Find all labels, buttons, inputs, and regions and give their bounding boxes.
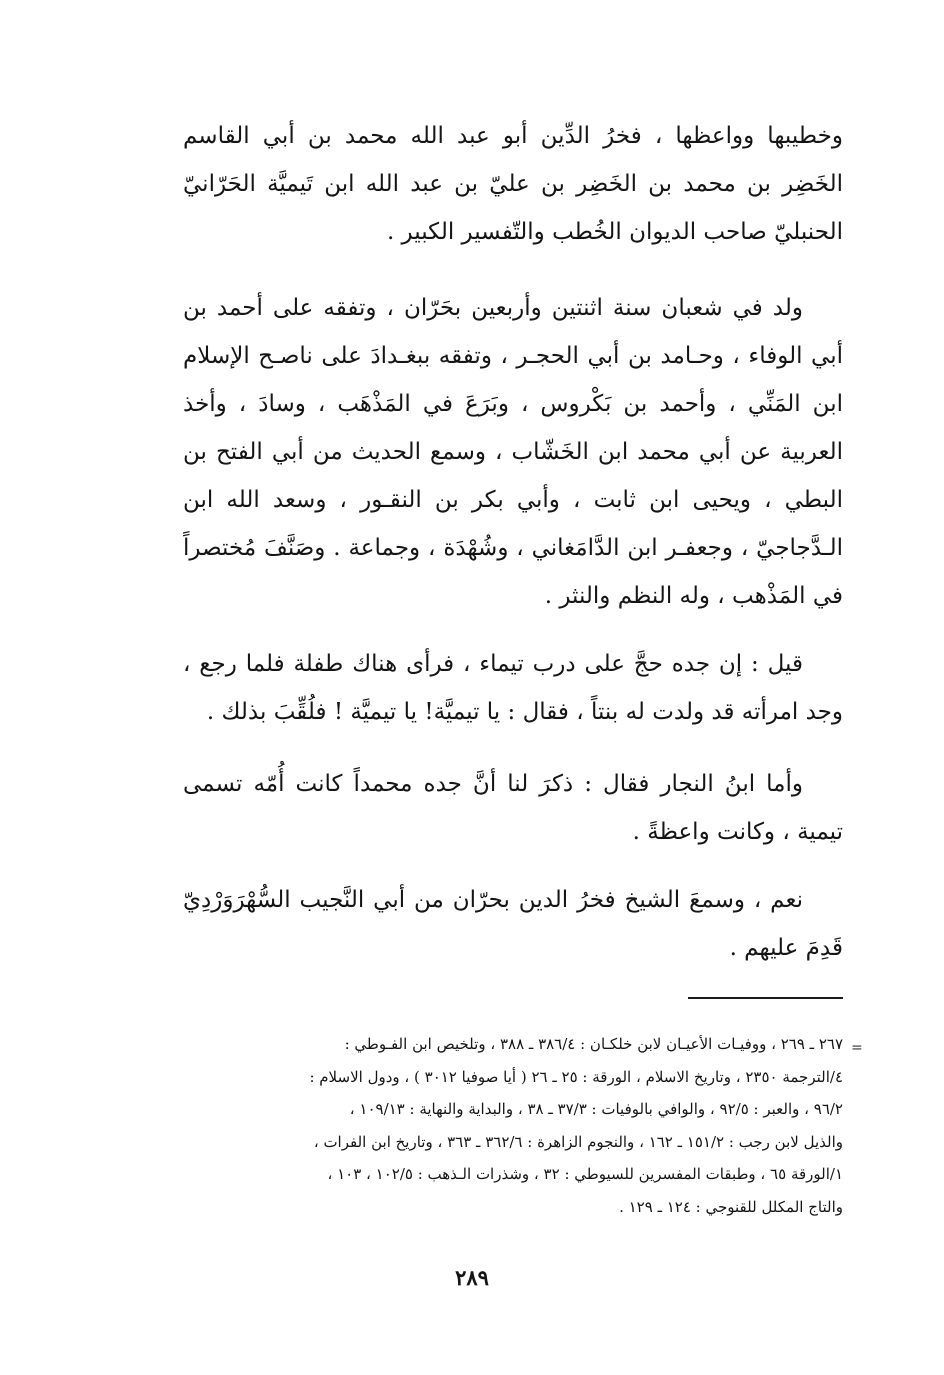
footnote-line: ٩٦/٢ ، والعبر : ٩٢/٥ ، والوافي بالوفيات : ٣٧/٣ ـ ٣٨ ، والبداية والنهاية : ١٠٩/١٣ ، — [349, 1100, 843, 1118]
page-number: ٢٨٩ — [455, 1265, 489, 1290]
footnotes — [183, 1028, 843, 1223]
paragraph-biography-intro: وخطيبها وواعظها ، فخرُ الدِّين أبو عبد الله محمد بن أبي القاسم الخَضِر بن محمد بن الخَضِر بن عليّ بن عبد الله ابن تَيميَّة الحَرّانيّ الحنبليّ صاحب الديوان الخُطب والتّفسير الكبير . — [183, 123, 843, 245]
paragraph-birth-and-study: ولد في شعبان سنة اثنتين وأربعين بحَرّان ، وتفقه على أحمد بن أبي الوفاء ، وحـامد بن أبي الحجـر ، وتفقه ببغـدادَ على ناصـح الإسلام ابن المَنِّي ، وأحمد بن بَكْروس ، وبَرَعَ في المَذْهَب ، وسادَ ، وأخذ العربية عن أبي محمد ابن الخَشّاب ، وسمع الحديث من أبي الفتح بن البطي ، ويحيى ابن ثابت ، وأبي بكر بن النقـور ، وسعد الله ابن الـدَّجاجيّ ، وجعفـر ابن الدَّامَغاني ، وشُهْدَة ، وجماعة . وصَنَّفَ مُختصراً في المَذْهب ، وله النظم والنثر . — [183, 295, 843, 609]
footnote-continuation-mark: = — [851, 1040, 863, 1056]
paragraph-suhrawardi: نعم ، وسمعَ الشيخ فخرُ الدين بحرّان من أبي النَّجيب السُّهْرَوَرْدِيّ قَدِمَ عليهم . — [183, 887, 843, 961]
footnote-line: والذيل لابن رجب : ١٥١/٢ ـ ١٦٢ ، والنجوم الزاهرة : ٣٦٢/٦ ـ ٣٦٣ ، وتاريخ ابن الفرات ، — [313, 1132, 843, 1151]
footnote-line: ٢٦٧ ـ ٢٦٩ ، ووفيـات الأعيـان لابن خلكـان : ٣٨٦/٤ ـ ٣٨٨ ، وتلخيص ابن الفـوطي : — [344, 1035, 843, 1053]
main-text — [183, 112, 843, 972]
footnote-line: ١/الورقة ٦٥ ، وطبقات المفسرين للسيوطي : ٣٢ ، وشذرات الـذهب : ١٠٢/٥ ، ١٠٣ ، — [327, 1165, 843, 1183]
footnote-line: ٤/الترجمة ٢٣٥٠ ، وتاريخ الاسلام ، الورقة : ٢٥ ـ ٢٦ ( أيا صوفيا ٣٠١٢ ) ، ودول الاسلام : — [309, 1067, 843, 1086]
paragraph-ibn-najjar: وأما ابنُ النجار فقال : ذكرَ لنا أنَّ جده محمداً كانت أُمّه تسمى تيمية ، وكانت واعظةً . — [183, 771, 843, 845]
footnote-line: والتاج المكلل للقنوجي : ١٢٤ ـ ١٢٩ . — [619, 1197, 843, 1216]
paragraph-name-origin: قيل : إن جده حجَّ على درب تيماء ، فرأى هناك طفلة فلما رجع ، وجد امرأته قد ولدت له بنتاً ، فقال : يا تيميَّة! يا تيميَّة ! فلُقِّبَ بذلك . — [183, 651, 843, 725]
footnote-separator — [688, 997, 843, 999]
